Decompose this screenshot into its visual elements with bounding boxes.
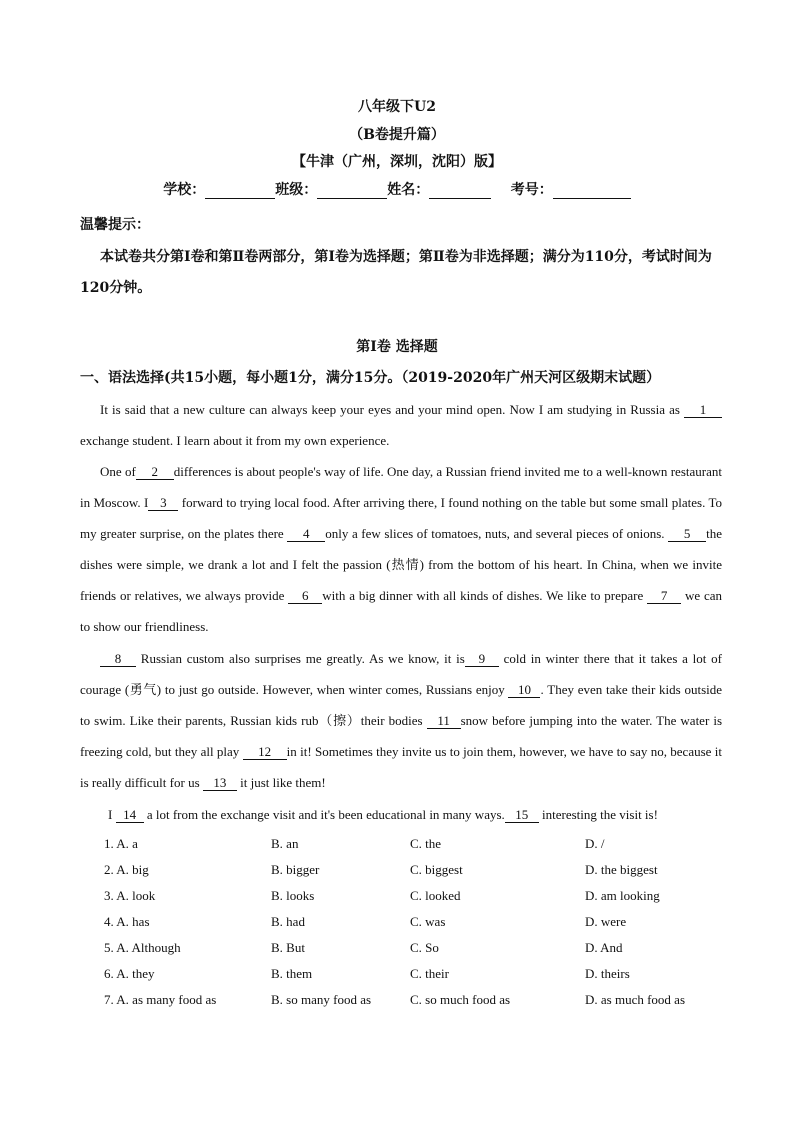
option-d[interactable]: D. theirs [585, 966, 630, 981]
option-c[interactable]: C. looked [410, 888, 461, 903]
passage-paragraph-3: 8 Russian custom also surprises me greatly. As we know, it is 9 cold in winter there that it takes a lot of courage (勇气) to just go outside. However, when winter comes, Russians enjoy 10 . They even take their kids outside to swim. Like their parents, Russian kids rub（擦）their bodies 11 snow before jumping into the water. The water is freezing cold, but they all play 12 in it! Sometimes they invite us to join them, however, we have to say no, because it is really difficult for us 13 it just like them! [80, 651, 723, 790]
answer-blank[interactable]: 4 [287, 527, 325, 542]
option-b[interactable]: B. an [271, 836, 299, 851]
option-a[interactable]: 7. A. as many food as [104, 992, 217, 1007]
question-heading: 一、语法选择(共15小题，每小题1分，满分15分。（2019-2020年广州天河区级期末试题） [80, 370, 661, 386]
option-d[interactable]: D. were [585, 914, 627, 929]
answer-blank[interactable]: 5 [668, 527, 706, 542]
answer-blank[interactable]: 11 [427, 714, 461, 729]
option-d[interactable]: D. And [585, 940, 623, 955]
option-c[interactable]: C. biggest [410, 862, 463, 877]
class-label: 班级： [275, 182, 318, 198]
answer-blank[interactable]: 9 [465, 652, 499, 667]
option-a[interactable]: 4. A. has [104, 914, 150, 929]
section-title: 第Ⅰ卷 选择题 [356, 339, 438, 355]
tips-title: 温馨提示： [80, 217, 150, 233]
doc-subtitle: （B卷提升篇） [349, 127, 445, 143]
answer-blank[interactable]: 12 [243, 745, 287, 760]
doc-edition: 【牛津（广州，深圳，沈阳）版】 [292, 154, 502, 170]
exam-no-field[interactable] [553, 184, 631, 199]
answer-blank[interactable]: 15 [505, 808, 539, 823]
answer-blank[interactable]: 7 [647, 589, 681, 604]
option-d[interactable]: D. / [585, 836, 605, 851]
option-b[interactable]: B. so many food as [271, 992, 372, 1007]
passage-paragraph-1: It is said that a new culture can always keep your eyes and your mind open. Now I am studying in Russia as 1 exchange student. I learn about it from my own experience. [80, 394, 722, 456]
name-label: 姓名： [387, 182, 430, 198]
option-d[interactable]: D. am looking [585, 888, 660, 903]
option-d[interactable]: D. as much food as [585, 992, 686, 1007]
school-label: 学校： [163, 182, 206, 198]
option-a[interactable]: 3. A. look [104, 888, 156, 903]
option-b[interactable]: B. had [271, 914, 305, 929]
name-field[interactable] [429, 184, 491, 199]
exam-no-label: 考号： [510, 182, 553, 198]
passage-paragraph-2: One of 2 differences is about people's way of life. One day, a Russian friend invited me to a well-known restaurant in Moscow. I 3 forward to trying local food. After arriving there, I found nothing on the table but some small plates. To my greater surprise, on the plates there 4 only a few slices of tomatoes, nuts, and several pieces of onions. 5 the dishes were simple, we drank a lot and I felt the passion (热情) from the bottom of his heart. In China, when we invite friends or relatives, we always provide 6 with a big dinner with all kinds of dishes. We like to prepare 7 we can to show our friendliness. [80, 464, 723, 634]
student-info-line [0, 179, 794, 199]
passage-paragraph-4: I 14 a lot from the exchange visit and it's been educational in many ways. 15 interesting the visit is! [108, 807, 658, 822]
option-d[interactable]: D. the biggest [585, 862, 658, 877]
option-b[interactable]: B. looks [271, 888, 315, 903]
option-a[interactable]: 5. A. Although [104, 940, 181, 955]
answer-blank[interactable]: 2 [136, 465, 174, 480]
option-a[interactable]: 6. A. they [104, 966, 155, 981]
option-c[interactable]: C. was [410, 914, 446, 929]
answer-blank[interactable]: 1 [684, 403, 722, 418]
option-c[interactable]: C. So [410, 940, 439, 955]
option-a[interactable]: 2. A. big [104, 862, 149, 877]
class-field[interactable] [317, 184, 387, 199]
option-c[interactable]: C. so much food as [410, 992, 511, 1007]
option-c[interactable]: C. their [410, 966, 449, 981]
answer-blank[interactable]: 14 [116, 808, 144, 823]
option-b[interactable]: B. bigger [271, 862, 320, 877]
tips-body: 本试卷共分第Ⅰ卷和第Ⅱ卷两部分，第Ⅰ卷为选择题；第Ⅱ卷为非选择题；满分为110分，考试时间为120分钟。 [80, 249, 712, 296]
option-b[interactable]: B. But [271, 940, 305, 955]
option-a[interactable]: 1. A. a [104, 836, 138, 851]
answer-blank[interactable]: 13 [203, 776, 237, 791]
option-b[interactable]: B. them [271, 966, 313, 981]
answer-blank[interactable]: 10 [508, 683, 540, 698]
answer-blank[interactable]: 8 [100, 652, 136, 667]
school-field[interactable] [205, 184, 275, 199]
answer-blank[interactable]: 3 [148, 496, 178, 511]
option-c[interactable]: C. the [410, 836, 442, 851]
answer-blank[interactable]: 6 [288, 589, 322, 604]
doc-title: 八年级下U2 [358, 99, 436, 115]
